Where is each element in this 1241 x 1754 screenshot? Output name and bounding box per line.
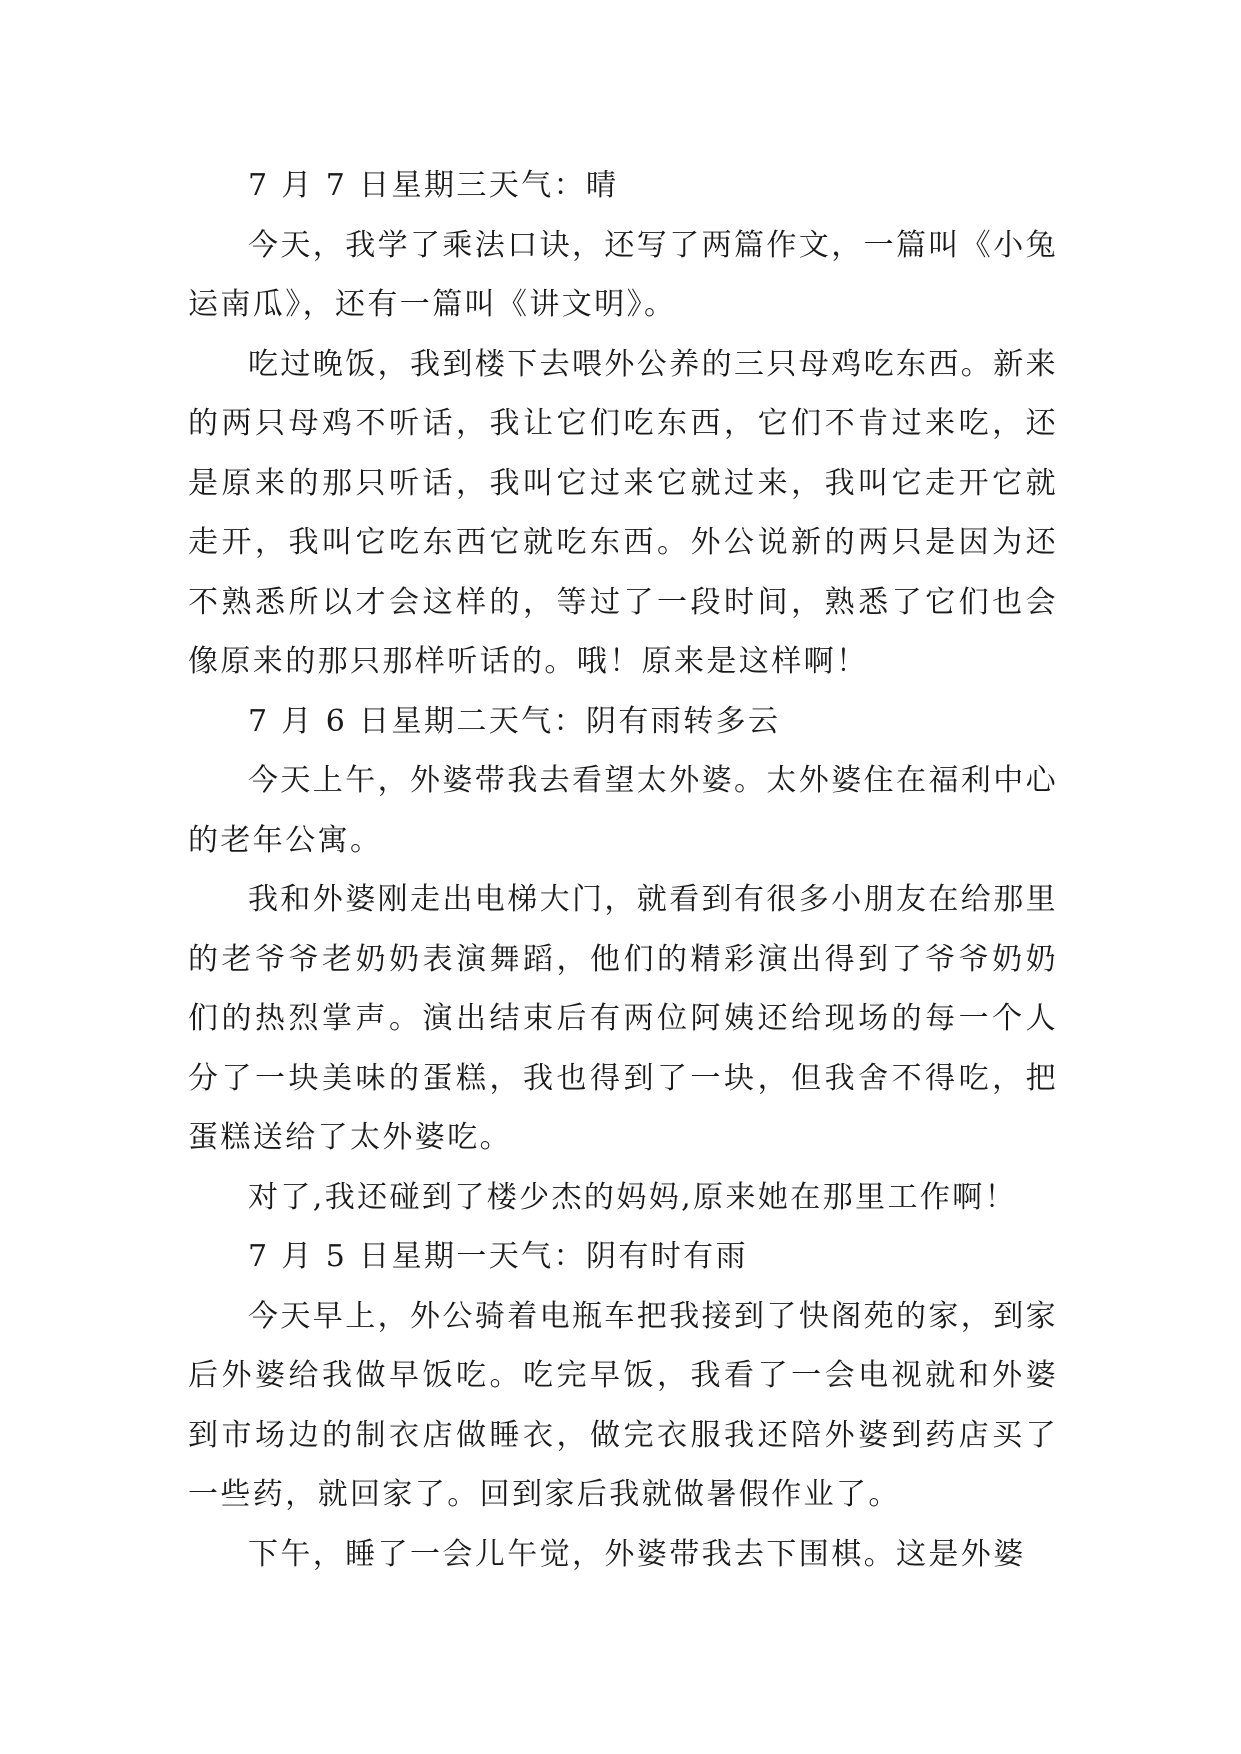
paragraph: 下午，睡了一会儿午觉，外婆带我去下围棋。这是外婆 bbox=[248, 1536, 1026, 1572]
paragraph: 今天，我学了乘法口诀，还写了两篇作文，一篇叫《小兔运南瓜》，还有一篇叫《讲文明》。 bbox=[188, 227, 1058, 322]
paragraph: 对了,我还碰到了楼少杰的妈妈,原来她在那里工作啊！ bbox=[248, 1179, 1018, 1215]
paragraph: 今天早上，外公骑着电瓶车把我接到了快阁苑的家，到家后外婆给我做早饭吃。吃完早饭，我看了一会电视就和外婆到市场边的制衣店做睡衣，做完衣服我还陪外婆到药店买了一些药，就回家了。回到家后我就做暑假作业了。 bbox=[188, 1298, 1058, 1512]
entry-heading: 7 月 5 日星期一天气：阴有时有雨 bbox=[248, 1239, 748, 1274]
diary-page bbox=[188, 156, 1058, 1584]
entry-heading: 7 月 7 日星期三天气：晴 bbox=[248, 168, 619, 203]
paragraph: 吃过晚饭，我到楼下去喂外公养的三只母鸡吃东西。新来的两只母鸡不听话，我让它们吃东西，它们不肯过来吃，还是原来的那只听话，我叫它过来它就过来，我叫它走开它就走开，我叫它吃东西它就吃东西。外公说新的两只是因为还不熟悉所以才会这样的，等过了一段时间，熟悉了它们也会像原来的那只那样听话的。哦！原来是这样啊！ bbox=[188, 346, 1058, 679]
paragraph: 我和外婆刚走出电梯大门，就看到有很多小朋友在给那里的老爷爷老奶奶表演舞蹈，他们的精彩演出得到了爷爷奶奶们的热烈掌声。演出结束后有两位阿姨还给现场的每一个人分了一块美味的蛋糕，我也得到了一块，但我舍不得吃，把蛋糕送给了太外婆吃。 bbox=[188, 882, 1058, 1155]
paragraph: 今天上午，外婆带我去看望太外婆。太外婆住在福利中心的老年公寓。 bbox=[188, 763, 1058, 858]
entry-heading: 7 月 6 日星期二天气：阴有雨转多云 bbox=[248, 703, 781, 739]
